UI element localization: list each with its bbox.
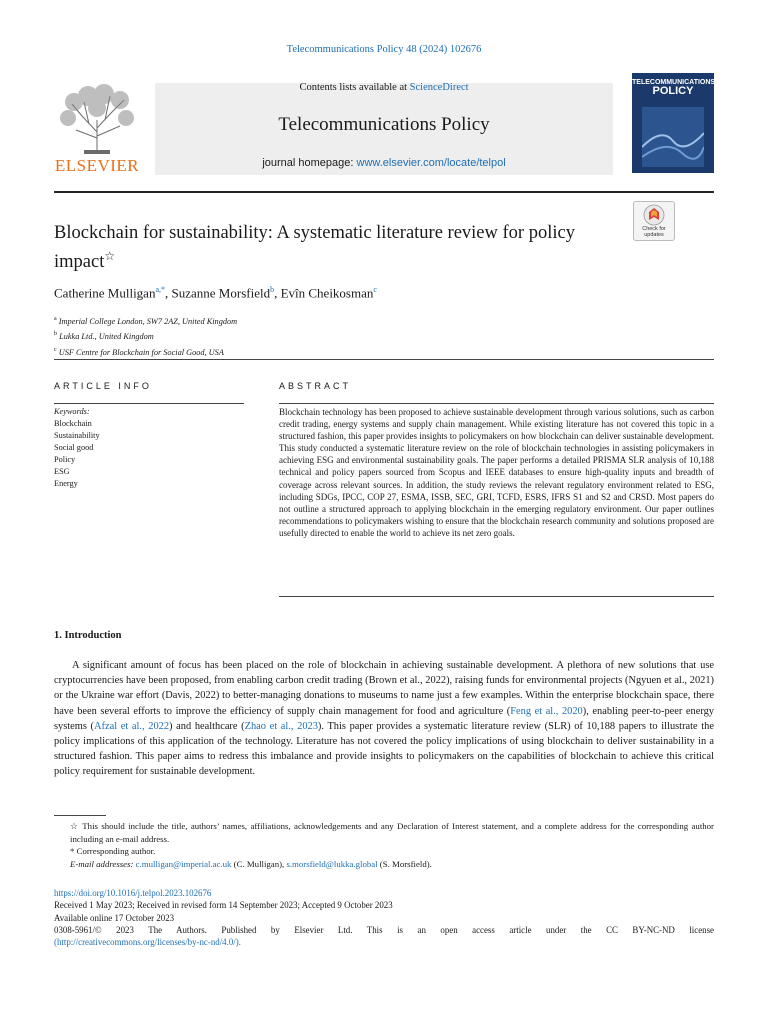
email-owner: (S. Morsfield). [377, 858, 432, 869]
footnote-text: This should include the title, authors’ names, affiliations, acknowledgements and any Declaration of Interest statement, and a complete address for the corresponding author including an e-mail address. [70, 821, 714, 844]
homepage-prefix: journal homepage: [262, 157, 357, 169]
introduction-heading: 1. Introduction [54, 630, 122, 641]
received-dates: Received 1 May 2023; Received in revised form 14 September 2023; Accepted 9 October 2023 [54, 900, 393, 911]
email-owner: (C. Mulligan), [231, 858, 287, 869]
footnote-text: Corresponding author. [74, 846, 156, 857]
intro-text: A significant amount of focus has been placed on the role of blockchain in achieving sustainable development. A plethora of new solutions that use cryptocurrencies have been proposed, from enabling carbon credit trading (Brown et al., 2022), raising funds for environmental projects (Ngyuen et al., 2021) or the Ukraine war effort (Davis, 2022) to better-managing donations to museums to name just a few examples. Within the enterprise blockchain space, there have been several efforts to improve the efficiency of supply chain management for food and agriculture ( [54, 660, 714, 717]
author-separator: , [274, 285, 281, 301]
corresponding-footnote [54, 845, 714, 858]
reference-link[interactable]: Afzal et al., 2022 [94, 720, 170, 732]
intro-text: ), enabling peer-to-peer energy systems ( [54, 705, 714, 732]
affiliation-text: Imperial College London, SW7 2AZ, United Kingdom [58, 316, 238, 326]
intro-text: ) and healthcare ( [169, 720, 245, 732]
author-affil-mark[interactable]: a,* [155, 285, 166, 294]
keywords-label: Keywords: [54, 407, 90, 416]
footnotes [54, 820, 714, 870]
email-link[interactable]: c.mulligan@imperial.ac.uk [135, 858, 232, 869]
journal-cover-image [632, 73, 714, 173]
affiliation-mark: b [54, 331, 57, 338]
available-online: Available online 17 October 2023 [54, 912, 175, 923]
affiliation-mark: a [54, 316, 57, 322]
keyword-item: Sustainability [54, 431, 100, 440]
sciencedirect-link[interactable]: ScienceDirect [409, 82, 469, 93]
reference-link[interactable]: Feng et al., 2020 [510, 705, 583, 717]
author-list [54, 285, 377, 301]
author-name[interactable]: Catherine Mulligan [54, 285, 156, 301]
article-title [54, 222, 624, 274]
check-updates-label: Check for updates [642, 226, 666, 238]
journal-citation[interactable] [0, 44, 768, 55]
header-rule [54, 191, 714, 193]
contents-line [155, 82, 613, 93]
contents-prefix: Contents lists available at [299, 82, 410, 93]
affiliation-text: Lukka Ltd., United Kingdom [59, 332, 154, 342]
article-info-rule [54, 403, 244, 404]
author-affil-mark[interactable]: b [270, 285, 275, 294]
doi-link[interactable]: https://doi.org/10.1016/j.telpol.2023.102676 [54, 888, 212, 898]
publisher-wordmark: ELSEVIER [54, 156, 140, 175]
keyword-item: Social good [54, 443, 94, 452]
keyword-item: Policy [54, 455, 76, 464]
affiliation-mark: c [54, 346, 57, 353]
check-updates-icon [643, 204, 665, 226]
title-footnote-mark[interactable]: ☆ [104, 249, 116, 263]
journal-homepage [155, 157, 613, 169]
publication-info [54, 887, 714, 948]
article-info-heading: ARTICLE INFO [54, 381, 152, 391]
email-link[interactable]: s.morsfield@lukka.global [286, 858, 378, 869]
check-for-updates-button[interactable] [633, 201, 675, 241]
intro-text: ). This paper provides a systematic literature review (SLR) of 10,188 papers to illustrate the policy implications of this application of the technology. Literature has not covered the policy implications of using blockchain to deliver sustainability in a structured fashion. This paper aims to redress this imbalance and provide insights to policymakers on the capabilities of blockchain to achieve this critical policy requirement for sustainable development. [54, 720, 714, 778]
author-separator: , [165, 285, 172, 301]
affiliation-item [54, 328, 237, 343]
footnote-mark: * [70, 846, 75, 857]
abstract-rule [279, 403, 714, 404]
reference-link[interactable]: Zhao et al., 2023 [244, 720, 318, 732]
author-name[interactable]: Suzanne Morsfield [171, 285, 271, 301]
introduction-paragraph [54, 658, 714, 780]
affiliation-list [54, 313, 237, 359]
affiliation-item [54, 344, 237, 359]
abstract-bottom-rule [279, 596, 714, 597]
keyword-item: Blockchain [54, 419, 92, 428]
license-link[interactable]: (http://creativecommons.org/licenses/by-nc-nd/4.0/). [54, 937, 241, 948]
email-label: E-mail addresses: [70, 858, 134, 869]
cover-graphic [642, 107, 704, 167]
author-affil-mark[interactable]: c [373, 285, 377, 294]
keyword-item: ESG [54, 467, 70, 476]
affiliation-text: USF Centre for Blockchain for Social Good, USA [58, 347, 224, 357]
keyword-item: Energy [54, 479, 78, 488]
abstract-text: Blockchain technology has been proposed to achieve sustainable development through various solutions, such as carbon credit trading, energy systems and supply chain management. While existing literature has not covered this topic in a structured fashion, this paper provides insights to policymakers on how blockchain can deliver sustainable development. This study conducted a systematic literature review on the role of blockchain technologies in assisting policymakers in achieving ESG and environmental sustainability goals. The paper performs a detailed PRISMA SLR analysis of 10,188 technical and policy papers sourced from Scopus and IEEE databases to ensure high-quality inputs and breadth of coverage across relevant sources. In addition, the study reviews the relevant regulatory environment related to ESG, including SDGs, IPCC, COP 27, ESMA, ISSB, SEC, GRI, TCFD, ESRS, IFRS S1 and S2 and CRSD. Most papers do not outline a structured approach to applying blockchain in the emerging regulatory environment. Our paper outlines recommendations to policymakers wishing to ensure that the blockchain research community and solutions proposed are usefully directed to enable the world to achieve its net zero goals. [279, 407, 714, 538]
footnote-rule [54, 815, 106, 816]
email-footnote [54, 858, 714, 871]
homepage-link[interactable]: www.elsevier.com/locate/telpol [356, 157, 506, 169]
keywords-block [54, 406, 100, 490]
title-footnote [54, 820, 714, 845]
author-name[interactable]: Evîn Cheikosman [280, 285, 374, 301]
cover-title-line-2: POLICY [652, 85, 694, 97]
article-title-text: Blockchain for sustainability: A systematic literature review for policy impact [54, 223, 575, 273]
citation-link[interactable]: Telecommunications Policy 48 (2024) 102676 [286, 44, 482, 55]
cover-title [632, 79, 714, 97]
section-rule [54, 359, 714, 360]
abstract-heading: ABSTRACT [279, 381, 352, 391]
journal-name: Telecommunications Policy [278, 114, 490, 135]
license-statement: 0308-5961/© 2023 The Authors. Published by Elsevier Ltd. This is an open access article under the CC BY-NC-ND license [54, 924, 714, 935]
cover-title-line-1: TELECOMMUNICATIONS [632, 79, 716, 86]
footnote-mark: ☆ [70, 821, 80, 831]
affiliation-item [54, 313, 237, 328]
